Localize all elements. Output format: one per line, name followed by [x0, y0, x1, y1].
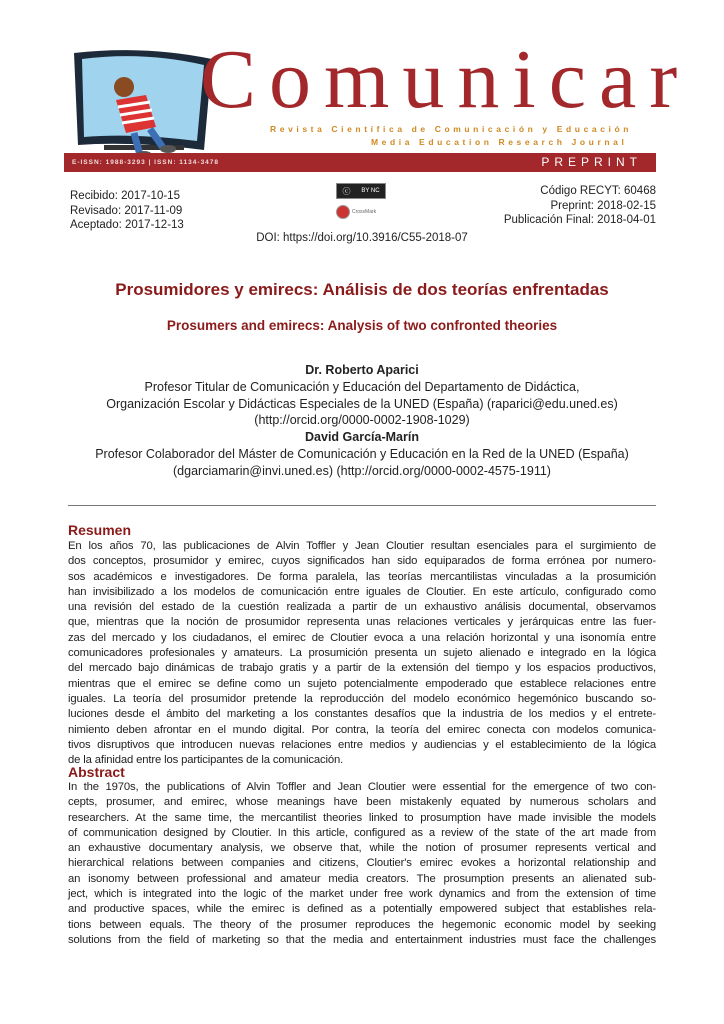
resumen-heading: Resumen: [68, 522, 132, 538]
license-label: BY NC: [361, 188, 380, 194]
abstract-heading: Abstract: [68, 764, 125, 780]
text-line: comunicadores profesionales y amateurs. La prosumición presenta un sujeto alienado e integrado en la lógica: [68, 647, 656, 660]
affiliation-line: (dgarciamarin@invi.uned.es) (http://orcid.org/0000-0002-4575-1911): [173, 463, 551, 478]
text-line: tions between equals. The theory of the prosumer reproduces the hegemonic economic model by seeking: [68, 918, 656, 931]
cc-icon: ⓒ: [342, 186, 351, 196]
text-line: In the 1970s, the publications of Alvin Toffler and Jean Cloutier were essential for the emergence of two con-: [68, 781, 656, 793]
crossmark-icon: [336, 205, 350, 219]
author-affiliation: [0, 446, 724, 479]
text-line: hierarchical relations between companies and citizens, Cloutier's emirec evokes a horizontal relationship and: [68, 857, 656, 870]
text-line: ject, which is integrated into the logic of the market under free work dynamics and from the extension of time: [68, 888, 656, 901]
text-line: luciones desde el ámbito del marketing a los constantes desafíos que la industria de los medios y el entrete-: [68, 708, 656, 721]
text-line: an exhaustive documentary analysis, we observe that, while the notion of prosumer represents vertical and: [68, 842, 656, 855]
final-publication-date: Publicación Final: 2018-04-01: [503, 214, 656, 226]
text-line: una revisión del estado de la cuestión realizada a partir de un exhaustivo análisis documental, observamos: [68, 601, 656, 614]
journal-tagline-en: Media Education Research Journal: [371, 137, 628, 147]
text-line: nimiento deben afrontar en el mundo digital. Por contra, la teoría del emirec conecta con modelos comunica-: [68, 723, 656, 736]
resumen-body: [68, 539, 656, 768]
doi-link[interactable]: DOI: https://doi.org/10.3916/C55-2018-07: [256, 232, 468, 244]
text-line: solutions from the field of marketing so that the media and entertainment industries must face the challenges: [68, 933, 656, 946]
text-line: an isonomy between professional and amateur media creators. The prosumption presents an alienated sub-: [68, 872, 656, 885]
accepted-date: Aceptado: 2017-12-13: [70, 219, 184, 231]
text-line: tivos disruptivos que introducen nuevas relaciones entre medios y audiencias y el establecimiento de la lógica: [68, 738, 656, 751]
affiliation-line: Profesor Colaborador del Máster de Comunicación y Educación en la Red de la UNED (España): [95, 447, 629, 461]
text-line: que, mientras que la noción de prosumidor representa unas relaciones verticales y jerárquicas entre las fuer-: [68, 616, 656, 629]
preprint-date: Preprint: 2018-02-15: [550, 199, 656, 212]
divider: [68, 505, 656, 506]
text-line: of communication designed by Cloutier. In this article, configured as a review of the state of the art made from: [68, 826, 656, 839]
journal-logo-wordmark: Comunicar: [200, 33, 691, 126]
text-line: mientras que el emirec se define como un sujeto potencialmente empoderado que establece relaciones entre: [68, 677, 656, 690]
text-line: zas del mercado y los ciudadanos, el emirec de Cloutier evoca a una relación horizontal y una isonomía entre: [68, 631, 656, 644]
submission-dates: [70, 189, 184, 233]
cc-license-badge[interactable]: [336, 183, 386, 199]
affiliation-line: Profesor Titular de Comunicación y Educación del Departamento de Didáctica,: [144, 380, 580, 394]
text-line: researchers. At the same time, the mercantilist theories linked to prosumption have made invisible the models: [68, 811, 656, 824]
text-line: cepts, prosumer, and emirec, whose meanings have been mistakenly equated by numerous scholars and: [68, 796, 656, 809]
author-name: Dr. Roberto Aparici: [305, 363, 419, 377]
text-line: iguales. La teoría del prosumidor pretende la reproducción del modelo económico hegemónico buscando so-: [68, 692, 656, 705]
author-name: David García-Marín: [305, 430, 419, 444]
issn: E-ISSN: 1988-3293 | ISSN: 1134-3478: [72, 159, 220, 166]
paper-subtitle: Prosumers and emirecs: Analysis of two confronted theories: [166, 318, 558, 333]
text-line: En los años 70, las publicaciones de Alvin Toffler y Jean Cloutier resultan esenciales para el surgimiento de: [68, 540, 656, 552]
crossmark-badge[interactable]: [336, 205, 376, 219]
text-line: han invisibilizado a los modelos de comunicación entre iguales de Cloutier. En este artículo, configurado como: [68, 585, 656, 598]
edition-label: PREPRINT: [541, 155, 642, 169]
text-line: and productive spaces, while the emirec is defined as a potentially empowered subject that establishes rela-: [68, 903, 656, 916]
crossmark-label: CrossMark: [352, 209, 377, 215]
affiliation-line: Organización Escolar y Didácticas Especiales de la UNED (España) (raparici@edu.uned.es): [106, 396, 618, 411]
received-date: Recibido: 2017-10-15: [70, 190, 180, 202]
text-line: del mercado bajo dinámicas de trabajo gratis y a partir de la extensión del tiempo y los espacios productivos,: [68, 662, 656, 675]
abstract-body: [68, 780, 656, 948]
author-affiliation: [0, 379, 724, 429]
masthead-band: [64, 153, 656, 172]
recyt-code: Código RECYT: 60468: [540, 185, 656, 197]
paper-title: Prosumidores y emirecs: Análisis de dos teorías enfrentadas: [115, 280, 609, 299]
text-line: sos académicos e investigadores. De forma paralela, las teorías mercantilistas vinculadas a la prosumición: [68, 570, 656, 583]
journal-tagline-es: Revista Científica de Comunicación y Educación: [270, 124, 633, 134]
affiliation-line: (http://orcid.org/0000-0002-1908-1029): [254, 413, 470, 427]
text-line: dos conceptos, prosumidor y emirec, cuyos significados han sido equiparados de forma errónea por numero-: [68, 555, 656, 568]
text-line: de la afinidad entre los participantes de la comunicación.: [68, 754, 344, 767]
revised-date: Revisado: 2017-11-09: [70, 204, 183, 217]
tv-illustration-logo: [64, 45, 214, 157]
publication-dates: [504, 184, 656, 228]
